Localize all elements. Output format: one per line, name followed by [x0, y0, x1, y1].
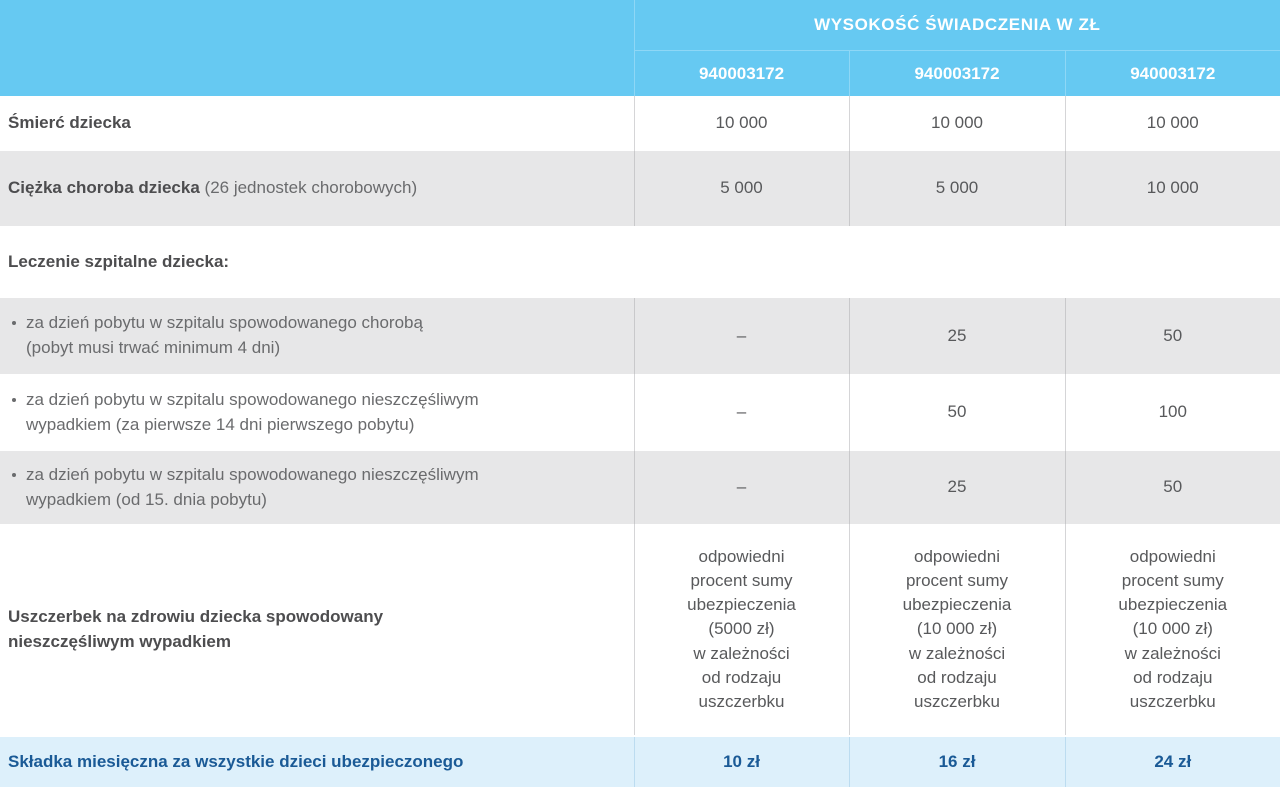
row-value-col2: 5 000	[849, 151, 1065, 226]
header-title: WYSOKOŚĆ ŚWIADCZENIA W ZŁ	[634, 0, 1280, 51]
header-code-col1: 940003172	[634, 51, 849, 97]
table-header	[0, 0, 1280, 96]
bullet-line-1: za dzień pobytu w szpitalu spowodowanego nieszczęśliwym	[26, 464, 479, 484]
row-value-col1: –	[634, 451, 849, 524]
bullet-line-2: wypadkiem (od 15. dnia pobytu)	[26, 489, 267, 509]
table-row-section-heading	[0, 226, 1280, 298]
row-value-col3: 50	[1065, 298, 1280, 374]
row-value-col3: 10 000	[1065, 151, 1280, 226]
row-label-ciezka-choroba	[0, 151, 634, 226]
row-value-col2: 25	[849, 298, 1065, 374]
row-value-col2: 10 000	[849, 96, 1065, 151]
row-label-uszczerbek	[0, 524, 634, 736]
footer-label-skladka-miesieczna: Składka miesięczna za wszystkie dzieci ubezpieczonego	[0, 736, 634, 787]
header-title-row	[0, 0, 1280, 51]
row-value-col1: 5 000	[634, 151, 849, 226]
table-row	[0, 151, 1280, 226]
row-value-col2: 50	[849, 374, 1065, 451]
row-label-pobyt-choroba	[0, 298, 634, 374]
row-value-col3: odpowiedni procent sumy ubezpieczenia (10 000 zł) w zależności od rodzaju uszczerbku	[1065, 524, 1280, 736]
footer-value-col3: 24 zł	[1065, 736, 1280, 787]
footer-value-col2: 16 zł	[849, 736, 1065, 787]
row-label-bold: Ciężka choroba dziecka	[8, 178, 200, 198]
row-value-col3: 50	[1065, 451, 1280, 524]
table-row	[0, 451, 1280, 524]
bullet-item	[8, 388, 634, 437]
row-label-smierc-dziecka	[0, 96, 634, 151]
section-heading-leczenie-szpitalne: Leczenie szpitalne dziecka:	[0, 226, 1280, 298]
table-footer	[0, 736, 1280, 787]
bullet-item	[8, 463, 634, 512]
footer-value-col1: 10 zł	[634, 736, 849, 787]
table-row	[0, 524, 1280, 736]
table-row	[0, 96, 1280, 151]
table-row	[0, 298, 1280, 374]
row-value-col1: 10 000	[634, 96, 849, 151]
row-label-pobyt-nw-14dni	[0, 374, 634, 451]
table-body	[0, 96, 1280, 736]
bullet-line-2: (pobyt musi trwać minimum 4 dni)	[26, 338, 281, 357]
row-value-col1: –	[634, 374, 849, 451]
row-label-bold: Śmierć dziecka	[8, 113, 131, 133]
row-value-col3: 100	[1065, 374, 1280, 451]
row-label-bold-line-1: Uszczerbek na zdrowiu dziecka spowodowany	[8, 607, 384, 627]
row-label-plain: (26 jednostek chorobowych)	[199, 178, 418, 198]
row-value-col1: odpowiedni procent sumy ubezpieczenia (5000 zł) w zależności od rodzaju uszczerbku	[634, 524, 849, 736]
row-value-col2: 25	[849, 451, 1065, 524]
bullet-item	[8, 311, 634, 360]
footer-row	[0, 736, 1280, 787]
header-code-col2: 940003172	[849, 51, 1065, 97]
row-value-col1: –	[634, 298, 849, 374]
bullet-line-2: wypadkiem (za pierwsze 14 dni pierwszego pobytu)	[26, 414, 415, 434]
header-blank-cell	[0, 0, 634, 96]
bullet-line-1: za dzień pobytu w szpitalu spowodowanego chorobą	[26, 313, 423, 333]
header-code-col3: 940003172	[1065, 51, 1280, 97]
row-value-col3: 10 000	[1065, 96, 1280, 151]
row-label-pobyt-nw-od15	[0, 451, 634, 524]
row-value-col2: odpowiedni procent sumy ubezpieczenia (10 000 zł) w zależności od rodzaju uszczerbku	[849, 524, 1065, 736]
table-row	[0, 374, 1280, 451]
bullet-line-1: za dzień pobytu w szpitalu spowodowanego nieszczęśliwym	[26, 389, 479, 409]
row-label-bold-line-2: nieszczęśliwym wypadkiem	[8, 631, 231, 651]
